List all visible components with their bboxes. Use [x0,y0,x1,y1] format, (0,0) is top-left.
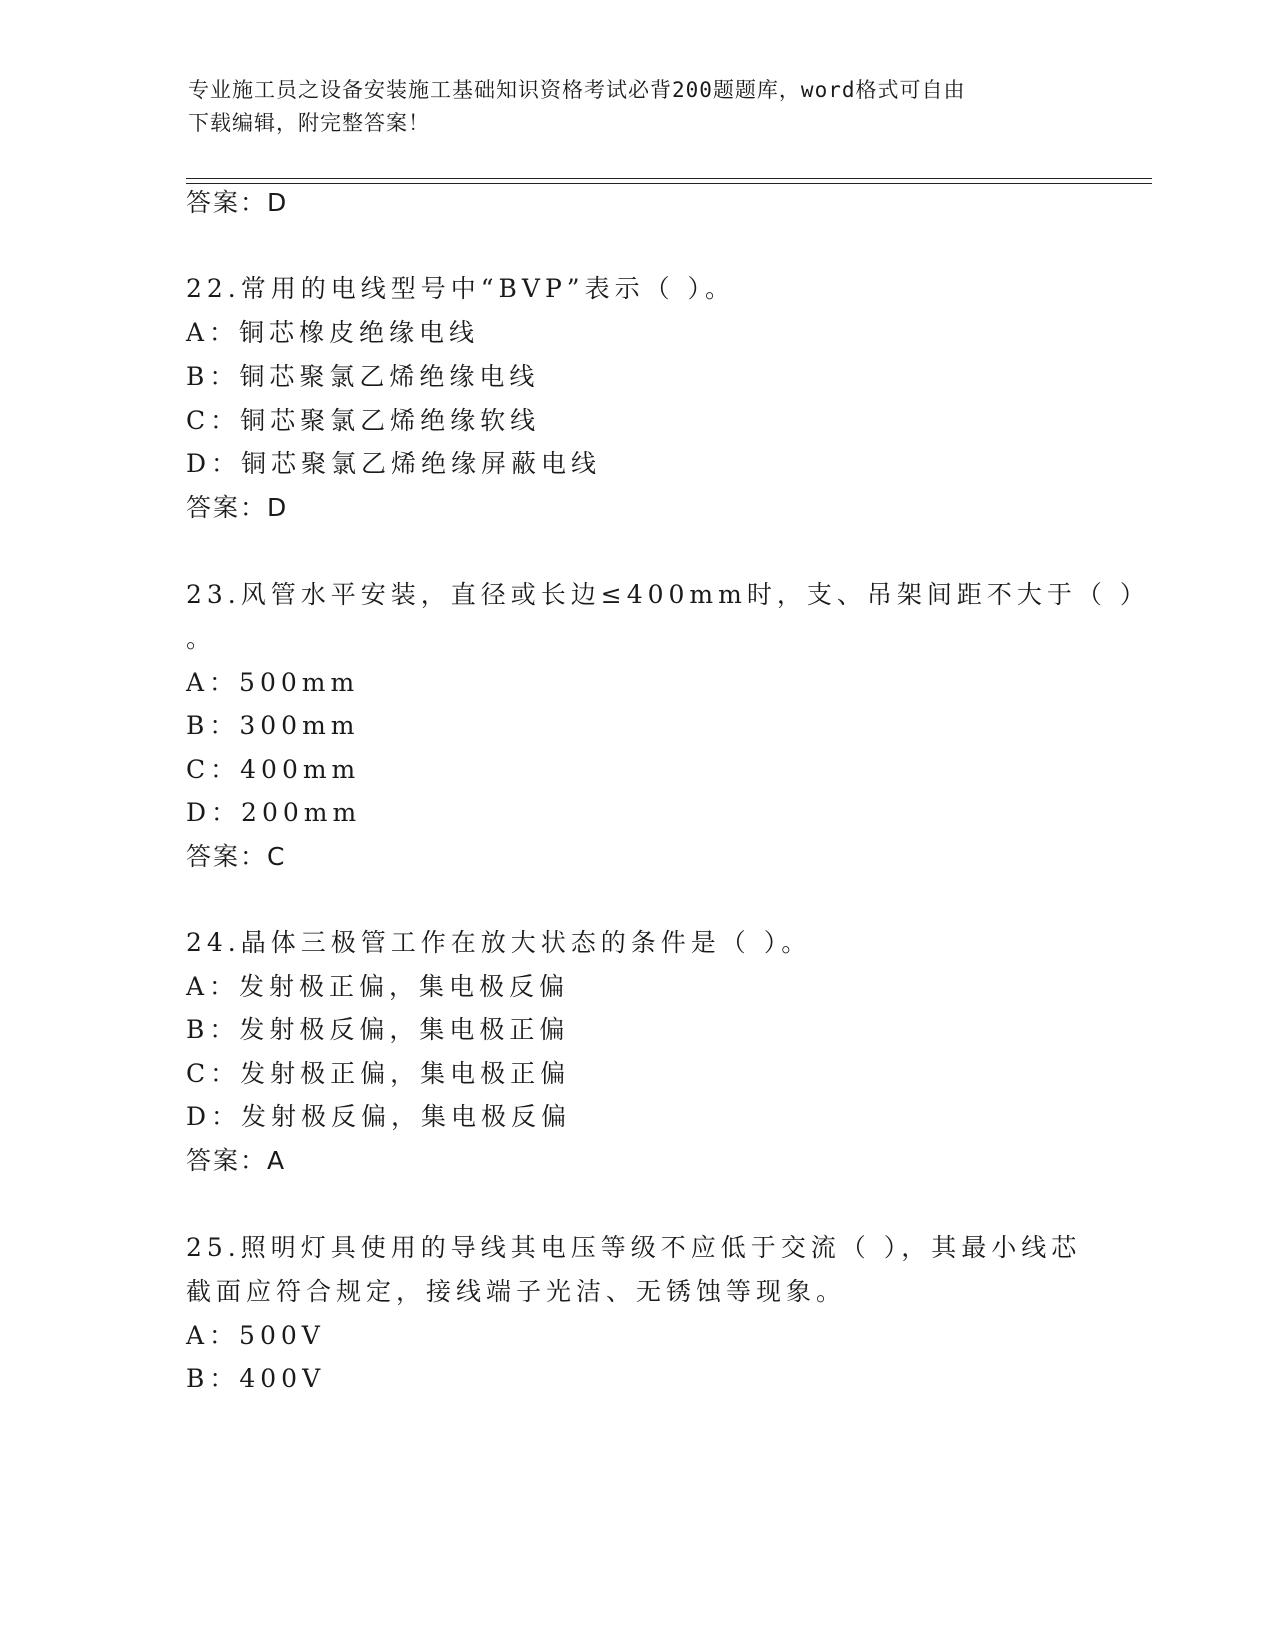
header-divider-bottom [186,183,1152,184]
answer-line: 答案：A [186,1146,287,1175]
option-a: A：500V [186,1321,325,1350]
header-line-2: 下载编辑，附完整答案！ [188,111,430,135]
answer-line: 答案：C [186,842,287,871]
header-divider-top [186,178,1152,179]
option-b: B：铜芯聚氯乙烯绝缘电线 [186,362,540,391]
option-a: A：500mm [186,668,360,697]
answer-line: 答案：D [186,188,289,217]
option-d: D：200mm [186,798,362,827]
document-header [188,74,1068,140]
question-stem: 22.常用的电线型号中“BVP”表示（ ）。 [186,274,736,303]
option-c: C：铜芯聚氯乙烯绝缘软线 [186,406,541,435]
option-a: A：铜芯橡皮绝缘电线 [186,318,480,347]
option-d: D：发射极反偏，集电极反偏 [186,1102,572,1131]
question-stem: 23.风管水平安装，直径或长边≤400mm时，支、吊架间距不大于（ ） [186,580,1150,609]
question-stem-continued: 。 [186,624,217,653]
option-b: B：发射极反偏，集电极正偏 [186,1015,570,1044]
question-stem-continued: 截面应符合规定，接线端子光洁、无锈蚀等现象。 [186,1277,847,1306]
option-b: B：400V [186,1364,326,1393]
option-c: C：400mm [186,755,361,784]
option-c: C：发射极正偏，集电极正偏 [186,1059,571,1088]
option-a: A：发射极正偏，集电极反偏 [186,972,570,1001]
answer-line: 答案：D [186,493,289,522]
option-b: B：300mm [186,711,360,740]
question-stem: 25.照明灯具使用的导线其电压等级不应低于交流（ ），其最小线芯 [186,1233,1082,1262]
question-stem: 24.晶体三极管工作在放大状态的条件是（ ）。 [186,928,812,957]
header-line-1: 专业施工员之设备安装施工基础知识资格考试必背200题题库，word格式可自由 [188,78,966,102]
option-d: D：铜芯聚氯乙烯绝缘屏蔽电线 [186,449,602,478]
